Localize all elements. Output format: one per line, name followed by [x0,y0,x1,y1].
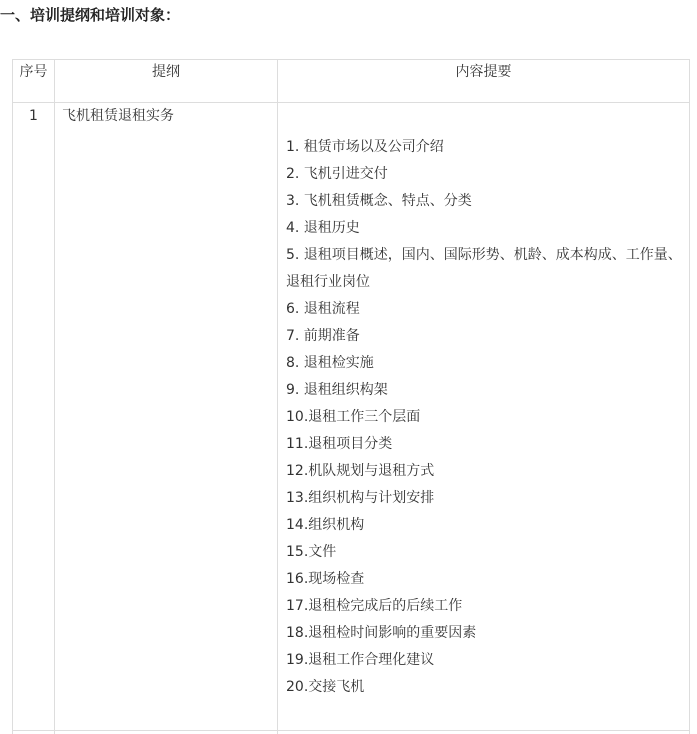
list-item: 12.机队规划与退租方式 [286,463,435,479]
next-row-content [278,731,690,734]
list-item: 8. 退租检实施 [286,355,374,371]
list-item: 1. 租赁市场以及公司介绍 [286,139,444,155]
list-item: 20.交接飞机 [286,679,365,695]
list-item: 5. 退租项目概述，国内、国际形势、机龄、成本构成、工作量、退租行业岗位 [286,247,682,290]
row-seq: 1 [13,103,55,731]
list-item: 16.现场检查 [286,571,365,587]
table-row [13,103,690,731]
table-header-row [13,60,690,103]
row-outline: 飞机租赁退租实务 [55,103,278,731]
next-row-seq [13,731,55,734]
list-item: 18.退租检时间影响的重要因素 [286,625,477,641]
content-list [279,104,688,701]
section-heading: 一、培训提纲和培训对象： [0,6,181,24]
list-item: 11.退租项目分类 [286,436,393,452]
list-item: 9. 退租组织构架 [286,382,388,398]
row-content [278,103,690,731]
next-row-outline [55,731,278,734]
list-item: 15.文件 [286,544,337,560]
table-row-next [13,731,690,734]
list-item: 13.组织机构与计划安排 [286,490,435,506]
training-outline-table [12,59,690,734]
list-item: 2. 飞机引进交付 [286,166,388,182]
header-seq: 序号 [13,60,55,103]
list-item: 7. 前期准备 [286,328,360,344]
list-item: 6. 退租流程 [286,301,360,317]
list-item: 4. 退租历史 [286,220,360,236]
header-outline: 提纲 [55,60,278,103]
list-item: 10.退租工作三个层面 [286,409,421,425]
list-item: 14.组织机构 [286,517,365,533]
list-item: 17.退租检完成后的后续工作 [286,598,463,614]
list-item: 19.退租工作合理化建议 [286,652,435,668]
list-item: 3. 飞机租赁概念、特点、分类 [286,193,472,209]
header-content: 内容提要 [278,60,690,103]
